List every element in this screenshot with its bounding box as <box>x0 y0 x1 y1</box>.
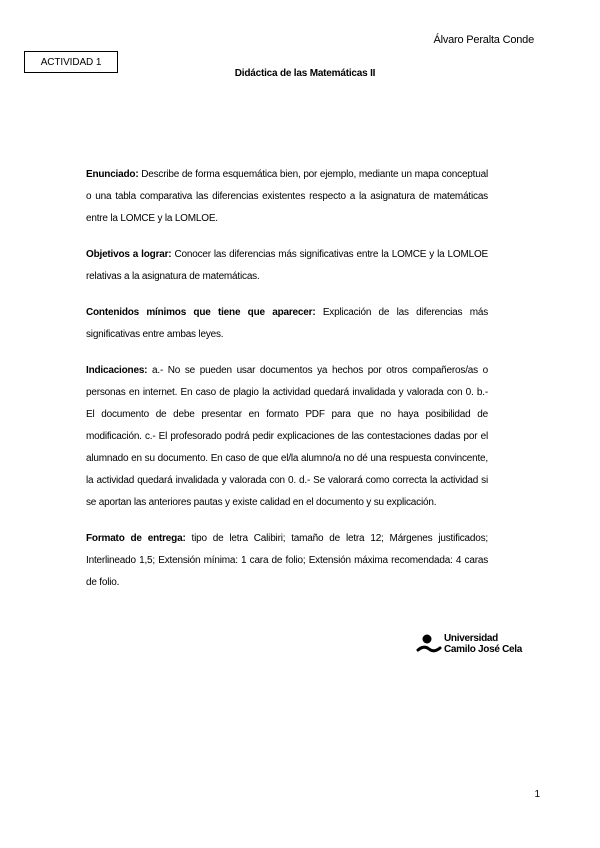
university-logo-icon <box>416 632 442 656</box>
university-logo <box>416 632 536 656</box>
document-body <box>86 164 488 608</box>
section-text: Explicación de las diferencias más significativas entre ambas leyes. <box>86 307 488 340</box>
activity-label-box: ACTIVIDAD 1 <box>24 51 118 73</box>
section-label: Formato de entrega: <box>86 533 186 544</box>
section-indicaciones <box>86 360 488 514</box>
document-title: Didáctica de las Matemáticas II <box>234 68 376 79</box>
logo-line-1: Universidad <box>444 633 498 644</box>
page-number: 1 <box>534 789 540 800</box>
logo-line-2: Camilo José Cela <box>444 644 523 655</box>
section-objetivos <box>86 244 488 288</box>
section-text: Conocer las diferencias más significativas entre la LOMCE y la LOMLOE relativas a la asignatura de matemáticas. <box>86 249 489 282</box>
section-label: Enunciado: <box>86 169 139 180</box>
section-label: Contenidos mínimos que tiene que aparecer: <box>86 307 316 318</box>
section-enunciado <box>86 164 488 230</box>
section-text: tipo de letra Calibiri; tamaño de letra 12; Márgenes justificados; Interlineado 1,5; Extensión mínima: 1 cara de folio; Extensión máxima recomendada: 4 caras de folio. <box>86 533 488 588</box>
section-label: Objetivos a lograr: <box>86 249 172 260</box>
section-label: Indicaciones: <box>86 365 148 376</box>
section-formato <box>86 528 488 594</box>
university-logo-text <box>444 633 522 655</box>
author-name: Álvaro Peralta Conde <box>433 34 534 46</box>
section-text: a.- No se pueden usar documentos ya hechos por otros compañeros/as o personas en internet. En caso de plagio la actividad quedará invalidada y valorada con 0. b.- El documento de debe presentar en formato PDF para que no haya posibilidad de modificación. c.- El profesorado podrá pedir explicaciones de las contestaciones dadas por el alumnado en su documento. En caso de que el/la alumno/a no dé una respuesta convincente, la actividad quedará invalidada y valorada con 0. d.- Se valorará como correcta la actividad si se aportan las anteriores pautas y existe calidad en el documento y su explicación. <box>86 365 488 508</box>
section-contenidos <box>86 302 488 346</box>
section-text: Describe de forma esquemática bien, por ejemplo, mediante un mapa conceptual o una tabla comparativa las diferencias existentes respecto a la asignatura de matemáticas entre la LOMCE y la LOMLOE. <box>86 169 488 224</box>
